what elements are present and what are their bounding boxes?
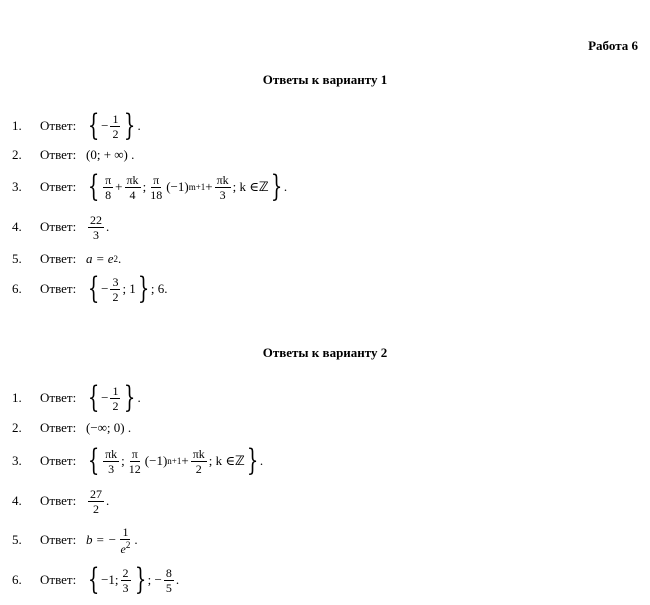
answer-label: Ответ: — [40, 147, 77, 162]
answer-label: Ответ: — [40, 453, 77, 468]
item-number: 4. — [12, 219, 22, 234]
item-number: 2. — [12, 147, 22, 162]
answer-expression: { − $\frac{3}{2}$ ; 1 } ; 6. — [87, 271, 168, 306]
v2-answer-6 — [0, 564, 650, 596]
item-number: 4. — [12, 493, 22, 508]
answer-label: Ответ: — [40, 179, 77, 194]
v2-answer-1 — [0, 380, 650, 415]
v1-answer-5 — [0, 250, 650, 268]
answer-expression: { $\frac{\pi}{8}$ + $\frac{\pi k}{4}$ ; $\frac{\pi}{18}$ (−1) m+1 + $\frac{\pi k}{3}$ ; k ∈ ℤ } . — [87, 169, 288, 204]
answer-label: Ответ: — [40, 118, 77, 133]
item-number: 1. — [12, 390, 22, 405]
answer-label: Ответ: — [40, 493, 77, 508]
answer-label: Ответ: — [40, 532, 77, 547]
answer-expression: $\frac{22}{3}$ . — [90, 212, 110, 242]
answer-label: Ответ: — [40, 572, 77, 587]
v1-answer-6 — [0, 271, 650, 306]
variant1-title: Ответы к варианту 1 — [262, 72, 388, 87]
v2-answer-5 — [0, 524, 650, 556]
v1-answer-2 — [0, 146, 650, 164]
answer-expression: (0; + ∞) . — [86, 147, 135, 162]
v2-answer-3 — [0, 443, 650, 478]
answer-expression: { − $\frac{1}{2}$ } . — [87, 108, 141, 143]
answer-label: Ответ: — [40, 219, 77, 234]
answer-expression: a = e 2 . — [86, 251, 122, 266]
answer-expression: { − $\frac{1}{2}$ } . — [87, 380, 141, 415]
v2-answer-2 — [0, 419, 650, 437]
answer-label: Ответ: — [40, 420, 77, 435]
item-number: 5. — [12, 251, 22, 266]
answer-label: Ответ: — [40, 281, 77, 296]
work-label: Работа 6 — [588, 38, 638, 53]
answer-expression: b = − $\frac{1}{e^2}$ . — [86, 524, 138, 556]
answer-expression: { $\frac{\pi k}{3}$ ; $\frac{\pi}{12}$ (−1) n+1 + $\frac{\pi k}{2}$ ; k ∈ ℤ } . — [87, 443, 264, 478]
item-number: 1. — [12, 118, 22, 133]
answer-expression: { −1; $\frac{2}{3}$ } ; − $\frac{8}{5}$ . — [87, 562, 180, 597]
variant2-title: Ответы к варианту 2 — [262, 345, 388, 360]
answer-label: Ответ: — [40, 390, 77, 405]
item-number: 6. — [12, 572, 22, 587]
item-number: 5. — [12, 532, 22, 547]
answer-expression: (−∞; 0) . — [86, 420, 132, 435]
answer-label: Ответ: — [40, 251, 77, 266]
answer-expression: $\frac{27}{2}$ . — [90, 486, 110, 516]
item-number: 3. — [12, 179, 22, 194]
v2-answer-4 — [0, 486, 650, 516]
item-number: 6. — [12, 281, 22, 296]
item-number: 3. — [12, 453, 22, 468]
v1-answer-3 — [0, 169, 650, 204]
v1-answer-4 — [0, 212, 650, 242]
v1-answer-1 — [0, 108, 650, 143]
item-number: 2. — [12, 420, 22, 435]
